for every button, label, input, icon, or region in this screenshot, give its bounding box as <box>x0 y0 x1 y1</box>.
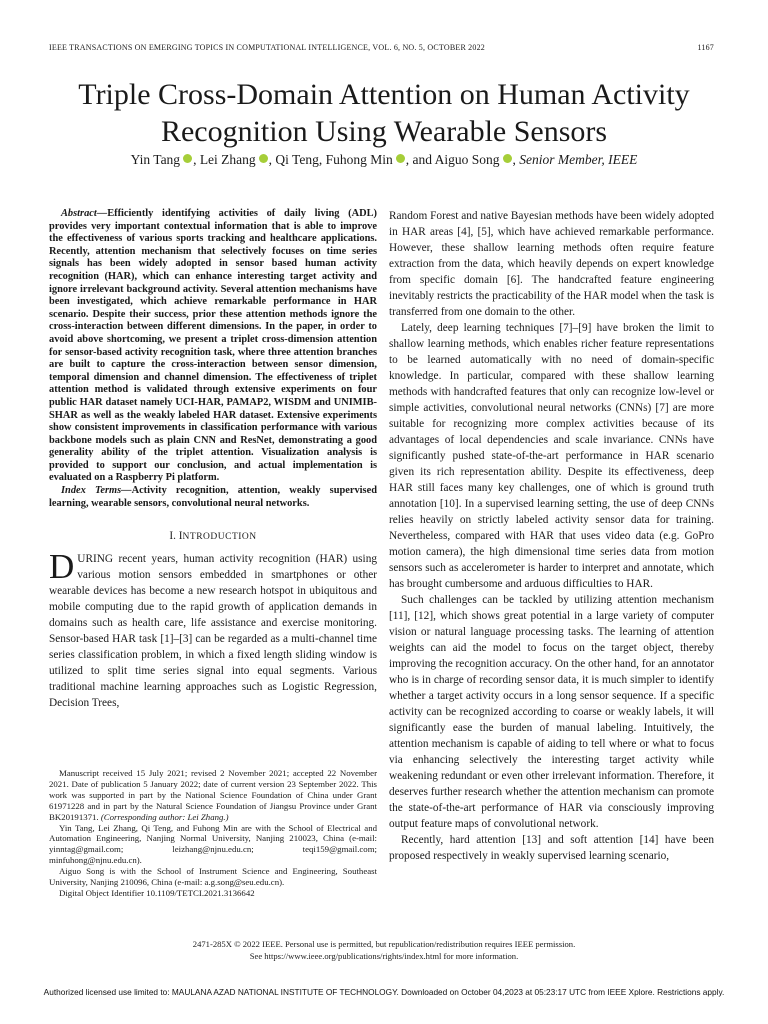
intro-paragraph <box>49 547 377 711</box>
author-name: Yin Tang <box>130 152 181 167</box>
intro-text: URING recent years, human activity recognition (HAR) using various motion sensors embedded in smartphones or other wearable devices has become a new research hotspot in ubiquitous and mobile computing due to the rapid growth of application demands in domains such as health care, life assistance and exercise monitoring. Sensor-based HAR task [1]–[3] can be regarded as a multi-channel time series classification problem, in which a fixed length sliding window is utilized to split time series signal into equal segments. Various traditional machine learning approaches such as Logistic Regression, Decision Trees, <box>49 553 377 710</box>
footnote-affiliation: Yin Tang, Lei Zhang, Qi Teng, and Fuhong Min are with the School of Electrical and Automation Engineering, Nanjing Normal University, Nanjing 210023, China (e-mail: yinntag@gmail.com; leizhang@njnu.edu.cn; teqi159@gmail.com; minfuhong@njnu.edu.cn). <box>49 822 377 866</box>
author-membership: Senior Member, IEEE <box>519 152 638 167</box>
author-name: , Lei Zhang <box>193 152 256 167</box>
section-number: I. <box>169 530 179 543</box>
author-name: , Qi Teng, Fuhong Min <box>268 152 393 167</box>
footnote-text: Manuscript received 15 July 2021; revised 2 November 2021; accepted 22 November 2021. Date of publication 5 January 2022; date of current version 23 September 2022. This work was supported in part by the National Science Foundation of China under Grant 61971228 and in part by the Natural Science Foundation of Jiangsu Province under Grant BK20191371. <box>49 768 377 822</box>
running-header: IEEE TRANSACTIONS ON EMERGING TOPICS IN COMPUTATIONAL INTELLIGENCE, VOL. 6, NO. 5, OCTOBER 2022 <box>49 43 485 52</box>
rights-link[interactable]: See https://www.ieee.org/publications/rights/index.html for more information. <box>249 950 519 961</box>
index-terms <box>49 485 377 510</box>
title-line-1: Triple Cross-Domain Attention on Human Activity <box>78 78 690 111</box>
abstract-text: Efficiently identifying activities of daily living (ADL) provides very important contextual information that is able to improve the effectiveness of various sports tracking and healthcare applications. Recently, attention mechanism that selectively focuses on time series signals has been widely adopted in sensor based human activity recognition (HAR), which can enhance interesting target activity and ignore irrelevant background activity. Several attention mechanisms have been investigated, which achieve remarkable performance in HAR scenario. Despite their success, prior these attention methods ignore the cross-interaction between different dimensions. In the paper, in order to avoid above shortcoming, we present a triplet cross-dimension attention for sensor-based activity recognition task, where three attention branches are built to capture the cross-interaction between sensor dimension, temporal dimension and channel dimension. The effectiveness of triplet attention method is validated through extensive experiments on four public HAR dataset namely UCI-HAR, PAMAP2, WISDM and UNIMIB-SHAR as well as the weakly labeled HAR dataset. Extensive experiments show consistent improvements in classification performance with various backbone models such as plain CNN and ResNet, demonstrating a good generality ability of the triplet attention. Visualization analysis is provided to support our conclusion, and actual implementation is evaluated on a Raspberry Pi platform. <box>49 208 377 484</box>
corresponding-author: (Corresponding author: Lei Zhang.) <box>100 811 229 822</box>
abstract-label: Abstract— <box>61 208 108 219</box>
license-notice: Authorized licensed use limited to: MAULANA AZAD NATIONAL INSTITUTE OF TECHNOLOGY. Downloaded on October 04,2023 at 05:23:17 UTC from IEEE Xplore. Restrictions apply. <box>43 987 725 997</box>
footnote-manuscript <box>49 768 377 823</box>
index-terms-label: Index Terms— <box>61 485 132 497</box>
section-heading <box>49 528 377 545</box>
drop-cap: D <box>49 547 75 587</box>
section-title-rest: NTRODUCTION <box>182 532 257 543</box>
copyright-notice <box>0 939 768 962</box>
title-line-2: Recognition Using Wearable Sensors <box>160 115 608 148</box>
paper-title <box>0 76 768 150</box>
body-paragraph: Such challenges can be tackled by utilizing attention mechanism [11], [12], which shows great potential in a large variety of computer vision or natural language processing tasks. The learning of attention weights can aid the model to focus on the target object, thereby improving the recognition accuracy. On the other hand, for an annotator who is in charge of recording sensor data, it is much simpler to identify whether a target activity occurs in a long sensor sequence. If a specific activity can be recognized according to coarse or weakly labels, it will significantly ease the burden of manual labeling. Intuitively, the attention mechanism is capable of aiding to tell where or what to focus via enhancing selectively the interesting target activity while weakening redundant or even other irrelevant information. Therefore, it deserves further research whether the attention mechanism can promote the state-of-the-art performance of HAR via consciously improving output feature maps of convolutional network. <box>389 594 714 830</box>
orcid-icon[interactable] <box>503 154 512 163</box>
author-list <box>0 152 768 168</box>
body-paragraph: Recently, hard attention [13] and soft attention [14] have been proposed respectively in weakly supervised learning scenario, <box>389 834 714 862</box>
body-paragraph: Random Forest and native Bayesian methods have been widely adopted in HAR areas [4], [5], which have achieved remarkable performance. However, these shallow learning methods often require feature extraction from the data, which heavily depends on expert knowledge from specific domain [6]. The handcrafted feature engineering inevitably restricts the practicability of the HAR model when the task is transferred from one domain to the other. <box>389 210 714 318</box>
body-paragraph: Lately, deep learning techniques [7]–[9] have broken the limit to shallow learning methods, which enables richer feature representations to be learned automatically with no need of domain-specific knowledge. In particular, compared with these shallow learning methods with handcrafted features that only can recognize low-level or simple activities, convolutional neural networks (CNNs) [7] are more suitable for recognizing more complex activities because of its advantages of local dependencies and scale invariance. CNNs have significantly pushed state-of-the-art performance in HAR scenario given its rich representation ability. Despite its effectiveness, deep HAR still faces many key challenges, one of which is ground truth annotation [10]. In a supervised learning setting, the use of deep CNNs relies heavily on strictly labeled activity sensor data for training. Nevertheless, compared with HAR that uses video data (e.g. GoPro motion camera), the high dimensional time series data from motion sensors such as accelerometer is harder to interpret and annotate, which has brought cumbersome and arduous difficulties to HAR. <box>389 322 714 590</box>
orcid-icon[interactable] <box>183 154 192 163</box>
author-name: , and Aiguo Song <box>405 152 500 167</box>
orcid-icon[interactable] <box>259 154 268 163</box>
author-separator: , <box>512 152 516 167</box>
right-column <box>389 208 714 864</box>
page-number: 1167 <box>697 43 714 52</box>
index-terms-text: Activity recognition, attention, weakly supervised learning, wearable sensors, convolutional neural networks. <box>49 485 377 509</box>
left-column <box>49 208 377 711</box>
footnote-affiliation-2: Aiguo Song is with the School of Instrument Science and Engineering, Southeast University, Nanjing 210096, China (e-mail: a.g.song@seu.edu.cn). <box>49 866 377 888</box>
orcid-icon[interactable] <box>396 154 405 163</box>
copyright-line: 2471-285X © 2022 IEEE. Personal use is permitted, but republication/redistribution requires IEEE permission. <box>192 939 576 949</box>
footnote-doi: Digital Object Identifier 10.1109/TETCI.2021.3136642 <box>59 887 255 898</box>
footnotes <box>49 768 377 899</box>
abstract <box>49 208 377 485</box>
section-title-initial: I <box>178 530 183 543</box>
